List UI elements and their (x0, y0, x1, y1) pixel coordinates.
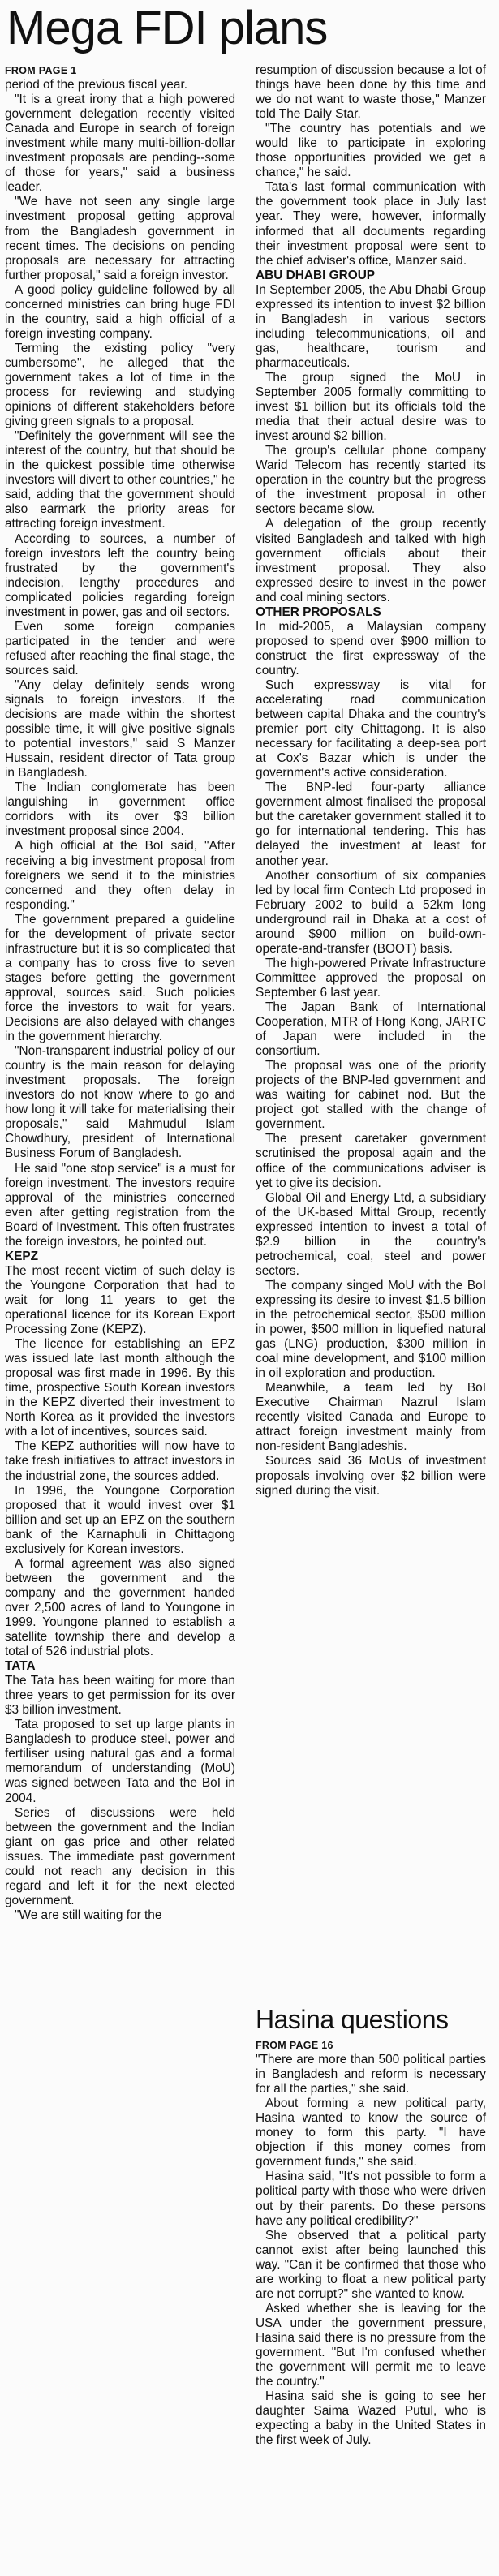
paragraph: "We are still waiting for the (15, 1907, 162, 1922)
paragraph: period of the previous fiscal year. (5, 78, 187, 92)
paragraph: The proposal was one of the priority projects of the BNP-led government and was waiting for cabinet nod. But the project got stalled with the change of government. (256, 1059, 486, 1132)
paragraph: The Japan Bank of International Cooperation, MTR of Hong Kong, JARTC of Japan were included in the consortium. (256, 1000, 486, 1059)
paragraph: "It is a great irony that a high powered government delegation recently visited Canada and Europe in search of foreign investment while many multi-billion-dollar investment proposals are pending--some of those for years," said a business leader. (5, 92, 235, 195)
paragraph: About forming a new political party, Hasina wanted to know the source of money to form this party. "I have objection if this money comes from government funds," she said. (256, 2096, 486, 2170)
paragraph: In 1996, the Youngone Corporation proposed that it would invest over $1 billion and set up an EPZ on the southern bank of the Karnaphuli in Chittagong exclusively for Korean investors. (5, 1483, 235, 1556)
paragraph: "The country has potentials and we would like to participate in exploring those opportunities provided we get a chance," he said. (256, 122, 486, 180)
hasina-questions-column (256, 2038, 486, 2448)
paragraph: "Non-transparent industrial policy of our country is the main reason for delaying investment proposals. The foreign investors do not know where to go and how long it will take for materialising their proposals," said Mahmudul Islam Chowdhury, president of International Business Forum of Bangladesh. (5, 1044, 235, 1161)
paragraph: Global Oil and Energy Ltd, a subsidiary of the UK-based Mittal Group, recently expressed intention to invest a total of $2.9 billion in the country's petrochemical, coal, steel and power sectors. (256, 1190, 486, 1278)
paragraph: Series of discussions were held between the government and the Indian giant on gas price and other related issues. The immediate past government could not reach any decision in this regard and left it for the next elected government. (5, 1805, 235, 1907)
paragraph: The Tata has been waiting for more than three years to get permission for its over $3 billion investment. (5, 1674, 235, 1718)
paragraph: Meanwhile, a team led by BoI Executive Chairman Nazrul Islam recently visited Canada and Europe to attract foreign investment mainly from non-resident Bangladeshis. (256, 1381, 486, 1454)
paragraph: The group's cellular phone company Warid Telecom has recently started its operation in the country but the progress of the investment proposal in other sectors became slow. (256, 444, 486, 517)
headline-hasina-questions: Hasina questions (256, 2005, 449, 2034)
paragraph: The group signed the MoU in September 2005 formally committing to invest $1 billion but its officials told the media that their actual desire was to invest around $2 billion. (256, 370, 486, 444)
article-column-left (5, 63, 235, 1923)
hasina-questions-story (256, 2004, 486, 2448)
paragraph: Hasina said she is going to see her daughter Saima Wazed Putul, who is expecting a baby in the United States in the first week of July. (256, 2389, 486, 2448)
paragraph: Hasina said, "It's not possible to form a political party with those who were driven out by their parents. Do these persons have any political credibility?" (256, 2170, 486, 2228)
paragraph: The KEPZ authorities will now have to take fresh initiatives to attract investors in the industrial zone, the sources added. (5, 1439, 235, 1483)
paragraph: A formal agreement was also signed between the government and the company and the government handed over 2,500 acres of land to Youngone in 1999. Youngone planned to establish a satellite township there and develop a total of 526 industrial plots. (5, 1556, 235, 1659)
paragraph: Tata's last formal communication with the government took place in July last year. They were, however, informally informed that all documents regarding their investment proposal were sent to the chief adviser's office, Manzer said. (256, 180, 486, 268)
paragraph: The high-powered Private Infrastructure Committee approved the proposal on September 6 last year. (256, 956, 486, 1000)
headline-mega-fdi-plans: Mega FDI plans (6, 2, 328, 54)
paragraph: Another consortium of six companies led by local firm Contech Ltd proposed in February 2002 to build a 52km long underground rail in Dhaka at a cost of around $900 million on build-own-operate-and-transfer (BOOT) basis. (256, 868, 486, 956)
paragraph: Sources said 36 MoUs of investment proposals involving over $2 billion were signed during the visit. (256, 1454, 486, 1498)
paragraph: She observed that a political party cannot exist after being launched this way. "Can it be confirmed that those who are working to float a new political party are not corrupt?" she wanted to know. (256, 2228, 486, 2301)
paragraph: The licence for establishing an EPZ was issued late last month although the proposal was first made in 1996. By this time, prospective South Korean investors in the KEPZ diverted their investment to North Korea as it provided the investors with a lot of incentives, sources said. (5, 1337, 235, 1439)
paragraph: "We have not seen any single large investment proposal getting approval from the Bangladesh government in recent times. The decisions on pending proposals are necessary for attracting further proposal," said a foreign investor. (5, 195, 235, 282)
jump-line: FROM PAGE 1 (5, 65, 77, 76)
paragraph: "There are more than 500 political parties in Bangladesh and reform is necessary for all the parties," she said. (256, 2053, 486, 2096)
paragraph: The government prepared a guideline for the development of private sector infrastructure but it is so complicated that a company has to cross five to seven stages before getting the government approval, sources said. Such policies force the investors to wait for years. Decisions are also delayed with changes in the government hierarchy. (5, 912, 235, 1044)
paragraph: A high official at the BoI said, "After receiving a big investment proposal from foreigners we send it to the ministries concerned and they often delay in responding." (5, 839, 235, 912)
paragraph: He said "one stop service" is a must for foreign investment. The investors require approval of the ministries concerned even after getting registration from the Board of Investment. This often frustrates the foreign investors, he pointed out. (5, 1161, 235, 1249)
paragraph: The Indian conglomerate has been languishing in government office corridors with its over $3 billion investment proposal since 2004. (5, 781, 235, 839)
subheading: OTHER PROPOSALS (256, 604, 381, 619)
paragraph: In mid-2005, a Malaysian company proposed to spend over $900 million to construct the first expressway of the country. (256, 619, 486, 677)
subheading: TATA (5, 1659, 36, 1674)
paragraph: "Definitely the government will see the interest of the country, but that should be in the quickest possible time otherwise investors will divert to other countries," he said, adding that the government should also earmark the priority areas for attracting foreign investment. (5, 429, 235, 531)
paragraph: "Any delay definitely sends wrong signals to foreign investors. If the decisions are made within the shortest possible time, it will give positive signals to potential investors," said S Manzer Hussain, resident director of Tata group in Bangladesh. (5, 677, 235, 781)
paragraph: Tata proposed to set up large plants in Bangladesh to produce steel, power and fertiliser using natural gas and a formal memorandum of understanding (MoU) was signed between Tata and the BoI in 2004. (5, 1718, 235, 1805)
paragraph: Terming the existing policy "very cumbersome", he alleged that the government takes a lot of time in the process for reviewing and studying opinions of different stakeholders before giving green signals to a proposal. (5, 341, 235, 429)
paragraph: In September 2005, the Abu Dhabi Group expressed its intention to invest $2 billion in Bangladesh in various sectors including telecommunications, oil and gas, healthcare, tourism and pharmaceuticals. (256, 282, 486, 370)
paragraph: The company singed MoU with the BoI expressing its desire to invest $1.5 billion in the petrochemical sector, $500 million in power, $500 million in liquefied natural gas (LNG) production, $300 million in coal mine development, and $100 million in oil exploration and production. (256, 1278, 486, 1381)
paragraph: Even some foreign companies participated in the tender and were refused after reaching the final stage, the sources said. (5, 619, 235, 677)
paragraph: A delegation of the group recently visited Bangladesh and talked with high government officials about their investment proposal. They also expressed desire to invest in the power and coal mining sectors. (256, 517, 486, 604)
paragraph: Such expressway is vital for accelerating road communication between capital Dhaka and the country's premier port city Chittagong. It is also necessary for facilitating a deep-sea port at Cox's Bazar which is under the government's active consideration. (256, 677, 486, 781)
paragraph: resumption of discussion because a lot of things have been done by this time and we do not want to waste those," Manzer told The Daily Star. (256, 63, 486, 122)
paragraph: According to sources, a number of foreign investors left the country being frustrated by the government's indecision, lengthy procedures and complicated policies regarding foreign investment in power, gas and oil sectors. (5, 531, 235, 619)
paragraph: The most recent victim of such delay is the Youngone Corporation that had to wait for long 11 years to get the operational licence for its Korean Export Processing Zone (KEPZ). (5, 1263, 235, 1337)
subheading: ABU DHABI GROUP (256, 268, 376, 282)
paragraph: The present caretaker government scrutinised the proposal again and the office of the communications adviser is yet to give its decision. (256, 1132, 486, 1190)
jump-line: FROM PAGE 16 (256, 2040, 333, 2051)
paragraph: Asked whether she is leaving for the USA under the government pressure, Hasina said there is no pressure from the government. "But I'm confused whether the government will permit me to leave the country." (256, 2301, 486, 2389)
paragraph: A good policy guideline followed by all concerned ministries can bring huge FDI in the country, said a high official of a foreign investing company. (5, 282, 235, 341)
article-column-right (256, 63, 486, 1499)
subheading: KEPZ (5, 1249, 39, 1263)
paragraph: The BNP-led four-party alliance government almost finalised the proposal but the caretaker government stalled it to go for international tendering. This has delayed the investment at least for another year. (256, 781, 486, 868)
